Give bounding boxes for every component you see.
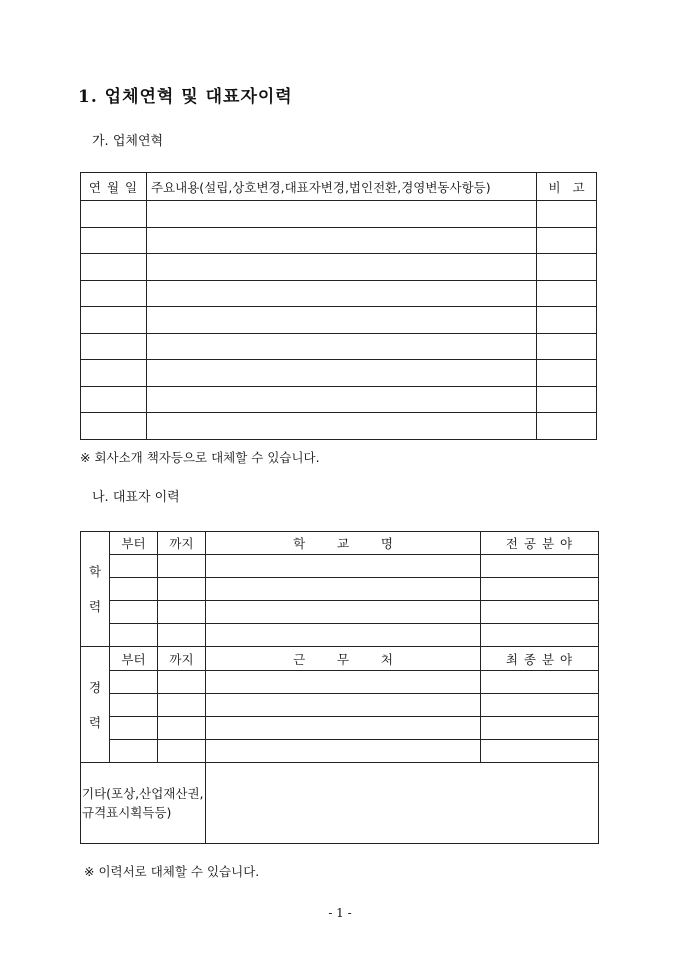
section-a-heading: 가. 업체연혁	[92, 134, 164, 149]
cell-date[interactable]	[81, 413, 147, 440]
cell-remarks[interactable]	[537, 307, 597, 334]
cell-date[interactable]	[81, 386, 147, 413]
cell-from[interactable]	[110, 716, 158, 739]
cell-workplace[interactable]	[206, 693, 481, 716]
cell-from[interactable]	[110, 693, 158, 716]
cell-to[interactable]	[158, 555, 206, 578]
education-header-row	[81, 532, 599, 555]
table-row	[81, 254, 597, 281]
table-row	[81, 413, 597, 440]
table-row	[81, 716, 599, 739]
cell-content[interactable]	[147, 360, 537, 387]
page-number: - 1 -	[328, 906, 352, 920]
cell-date[interactable]	[81, 280, 147, 307]
school-name-header: 학 교 명	[206, 532, 481, 555]
cell-content[interactable]	[147, 307, 537, 334]
table-row	[81, 578, 599, 601]
cell-date[interactable]	[81, 254, 147, 281]
section-b-heading: 나. 대표자 이력	[92, 490, 180, 505]
cell-from[interactable]	[110, 578, 158, 601]
table-row	[81, 201, 597, 228]
etc-row	[81, 762, 599, 843]
table-row	[81, 739, 599, 762]
cell-to[interactable]	[158, 601, 206, 624]
cell-remarks[interactable]	[537, 280, 597, 307]
cell-date[interactable]	[81, 360, 147, 387]
cell-workplace[interactable]	[206, 670, 481, 693]
cell-field[interactable]	[481, 693, 599, 716]
table-header-row	[81, 173, 597, 201]
cell-field[interactable]	[481, 739, 599, 762]
cell-content[interactable]	[147, 254, 537, 281]
table-row	[81, 386, 597, 413]
table-row	[81, 333, 597, 360]
cell-from[interactable]	[110, 555, 158, 578]
etc-label: 기타(포상,산업재산권,규격표시획득등)	[81, 762, 206, 843]
header-date: 연 월 일	[81, 173, 147, 201]
cell-date[interactable]	[81, 307, 147, 334]
page-title: 1. 업체연혁 및 대표자이력	[78, 87, 293, 107]
representative-history-table	[80, 531, 599, 844]
cell-workplace[interactable]	[206, 739, 481, 762]
cell-school[interactable]	[206, 578, 481, 601]
cell-workplace[interactable]	[206, 716, 481, 739]
education-from-header: 부터	[110, 532, 158, 555]
cell-major[interactable]	[481, 624, 599, 647]
table-row	[81, 555, 599, 578]
cell-date[interactable]	[81, 333, 147, 360]
table-row	[81, 280, 597, 307]
cell-from[interactable]	[110, 670, 158, 693]
table-row	[81, 693, 599, 716]
cell-from[interactable]	[110, 624, 158, 647]
cell-major[interactable]	[481, 601, 599, 624]
header-main-content: 주요내용(설립,상호변경,대표자변경,법인전환,경영변동사항등)	[147, 173, 537, 201]
section-b-note: ※ 이력서로 대체할 수 있습니다.	[84, 864, 260, 879]
cell-major[interactable]	[481, 578, 599, 601]
table-row	[81, 670, 599, 693]
cell-school[interactable]	[206, 555, 481, 578]
section-a-note: ※ 회사소개 책자등으로 대체할 수 있습니다.	[80, 450, 320, 465]
career-from-header: 부터	[110, 647, 158, 670]
cell-from[interactable]	[110, 739, 158, 762]
cell-field[interactable]	[481, 670, 599, 693]
cell-to[interactable]	[158, 624, 206, 647]
education-label: 학 력	[81, 532, 110, 647]
final-field-header: 최 종 분 야	[481, 647, 599, 670]
table-row	[81, 360, 597, 387]
cell-content[interactable]	[147, 386, 537, 413]
cell-remarks[interactable]	[537, 333, 597, 360]
workplace-header: 근 무 처	[206, 647, 481, 670]
table-row	[81, 601, 599, 624]
cell-to[interactable]	[158, 739, 206, 762]
cell-from[interactable]	[110, 601, 158, 624]
cell-remarks[interactable]	[537, 386, 597, 413]
cell-school[interactable]	[206, 601, 481, 624]
company-history-table	[80, 172, 597, 440]
cell-remarks[interactable]	[537, 360, 597, 387]
cell-remarks[interactable]	[537, 227, 597, 254]
cell-content[interactable]	[147, 227, 537, 254]
cell-content[interactable]	[147, 280, 537, 307]
cell-content[interactable]	[147, 333, 537, 360]
header-remarks: 비 고	[537, 173, 597, 201]
cell-school[interactable]	[206, 624, 481, 647]
career-label: 경 력	[81, 647, 110, 762]
cell-remarks[interactable]	[537, 413, 597, 440]
cell-to[interactable]	[158, 578, 206, 601]
cell-date[interactable]	[81, 201, 147, 228]
cell-remarks[interactable]	[537, 254, 597, 281]
etc-content-cell[interactable]	[206, 762, 599, 843]
major-header: 전 공 분 야	[481, 532, 599, 555]
education-to-header: 까지	[158, 532, 206, 555]
table-row	[81, 307, 597, 334]
cell-remarks[interactable]	[537, 201, 597, 228]
career-header-row	[81, 647, 599, 670]
cell-to[interactable]	[158, 670, 206, 693]
cell-field[interactable]	[481, 716, 599, 739]
cell-to[interactable]	[158, 693, 206, 716]
cell-to[interactable]	[158, 716, 206, 739]
career-to-header: 까지	[158, 647, 206, 670]
cell-major[interactable]	[481, 555, 599, 578]
cell-content[interactable]	[147, 201, 537, 228]
cell-date[interactable]	[81, 227, 147, 254]
cell-content[interactable]	[147, 413, 537, 440]
table-row	[81, 624, 599, 647]
table-row	[81, 227, 597, 254]
